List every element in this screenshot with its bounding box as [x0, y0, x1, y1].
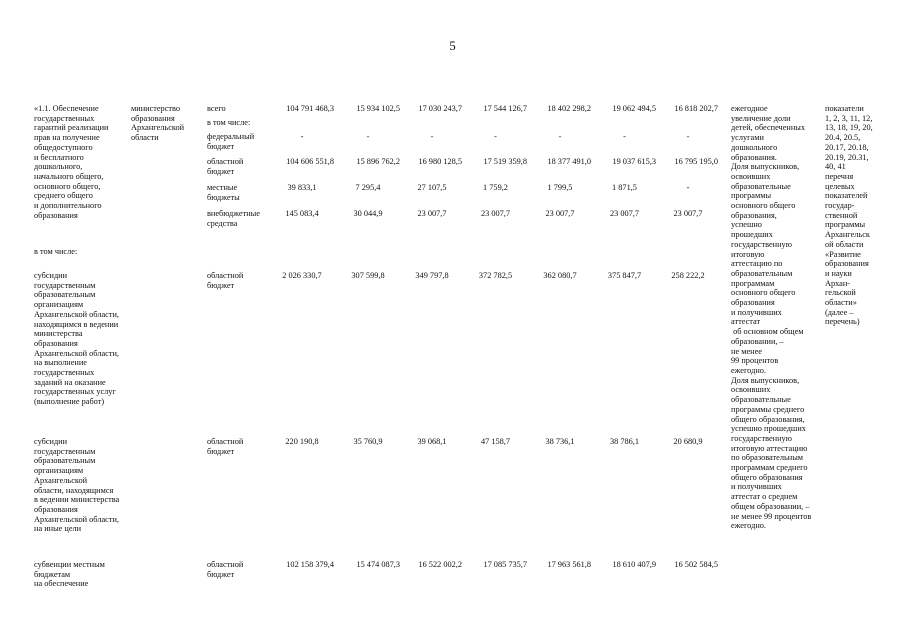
value-cell: 1 871,5	[612, 183, 637, 192]
expected-results: ежегодное увеличение доли детей, обеспеченных услугами дошкольного образования. Доля выпускников, освоивших образовательные программы основного общего образования, успешно прошедших государственную итоговую аттестацию по образовательным программам основного общего образования и получивших аттестат об основном общем образовании, – не менее 99 процентов ежегодно. Доля выпускников, освоивших образовательные программы среднего общего образования, успешно прошедших государственную итоговую аттестацию по образовательным программам среднего общего образования и получивших аттестат о среднем общем образовании, – не менее 99 процентов ежегодно.	[731, 104, 812, 531]
subsidy-other-purposes: субсидии государственным образовательным организациям Архангельской области, находящимся в ведении министерства образования Архангельской области, на иные цели	[34, 437, 120, 534]
value-cell: 35 760,9	[353, 437, 383, 446]
value-cell: 16 795 195,0	[674, 157, 718, 166]
value-cell: 17 085 735,7	[483, 560, 527, 569]
value-cell: 375 847,7	[607, 271, 642, 280]
value-cell: -	[366, 132, 370, 141]
value-cell: 47 158,7	[480, 437, 511, 446]
value-cell: 16 818 202,7	[674, 104, 718, 113]
value-cell: 23 007,7	[609, 209, 640, 218]
value-cell: 258 222,2	[671, 271, 705, 280]
value-cell: 1 799,5	[547, 183, 573, 192]
value-cell: 20 680,9	[673, 437, 703, 446]
value-cell: 17 544 126,7	[483, 104, 527, 113]
value-cell: 102 158 379,4	[286, 560, 334, 569]
value-cell: 1 759,2	[483, 183, 508, 192]
value-cell: 104 791 468,3	[286, 104, 334, 113]
value-cell: 372 782,5	[478, 271, 513, 280]
value-cell: 307 599,8	[351, 271, 385, 280]
value-cell: 38 786,1	[609, 437, 640, 446]
value-cell: 2 026 330,7	[282, 271, 322, 280]
value-cell: 15 474 087,3	[356, 560, 400, 569]
value-cell: -	[558, 132, 562, 141]
value-cell: 7 295,4	[355, 183, 381, 192]
value-cell: 362 080,7	[543, 271, 577, 280]
subsidy-2-source: областной бюджет	[207, 437, 244, 456]
value-cell: 23 007,7	[480, 209, 511, 218]
value-cell: -	[623, 132, 626, 141]
value-cell: 18 377 491,0	[547, 157, 591, 166]
value-cell: -	[494, 132, 497, 141]
value-cell: 19 062 494,5	[612, 104, 656, 113]
value-cell: 104 606 551,8	[286, 157, 334, 166]
value-cell: 15 934 102,5	[356, 104, 400, 113]
source-extrabudget: внебюджетные средства	[207, 209, 260, 228]
value-cell: 17 030 243,7	[418, 104, 462, 113]
value-cell: -	[300, 132, 304, 141]
value-cell: 30 044,9	[353, 209, 383, 218]
value-cell: 15 896 762,2	[356, 157, 400, 166]
value-cell: 145 083,4	[285, 209, 319, 218]
executor: министерство образования Архангельской области	[131, 104, 185, 143]
value-cell: -	[686, 132, 690, 141]
value-cell: 39 833,1	[287, 183, 317, 192]
value-cell: 23 007,7	[545, 209, 575, 218]
value-cell: 18 610 407,9	[612, 560, 656, 569]
value-cell: 39 068,1	[417, 437, 447, 446]
in-that-number-label: в том числе:	[34, 247, 78, 256]
value-cell: 16 502 584,5	[674, 560, 718, 569]
value-cell: 38 736,1	[545, 437, 575, 446]
value-cell: 18 402 298,2	[547, 104, 591, 113]
value-cell: 17 519 359,8	[483, 157, 527, 166]
value-cell: 27 107,5	[417, 183, 447, 192]
source-total: всего	[207, 104, 226, 113]
subvention-source: областной бюджет	[207, 560, 244, 579]
source-including: в том числе:	[207, 118, 251, 127]
source-federal: федеральный бюджет	[207, 132, 255, 151]
value-cell: -	[686, 183, 690, 192]
subvention-local-budgets: субвенции местным бюджетам на обеспечение	[34, 560, 105, 589]
value-cell: 19 037 615,3	[612, 157, 656, 166]
value-cell: 23 007,7	[417, 209, 447, 218]
source-local: местные бюджеты	[207, 183, 240, 202]
indicators: показатели 1, 2, 3, 11, 12, 13, 18, 19, 20, 20.4, 20.5, 20.17, 20.18, 20.19, 20.31, 40, 41 перечня целевых показателей государ- ственной программы Архангельск ой области «Развитие образования и науки Архан- гельской области» (далее – перечень)	[825, 104, 873, 327]
subsidy-1-source: областной бюджет	[207, 271, 244, 290]
value-cell: 220 190,8	[285, 437, 319, 446]
source-regional: областной бюджет	[207, 157, 244, 176]
value-cell: 16 522 002,2	[418, 560, 462, 569]
value-cell: 349 797,8	[415, 271, 449, 280]
value-cell: 23 007,7	[673, 209, 703, 218]
subsidy-state-assignments: субсидии государственным образовательным организациям Архангельской области, находящимся в ведении министерства образования Архангельской области, на выполнение государственных заданий на оказание государственных услуг (выполнение работ)	[34, 271, 119, 407]
page-number: 5	[449, 38, 456, 53]
value-cell: -	[430, 132, 434, 141]
value-cell: 16 980 128,5	[418, 157, 462, 166]
value-cell: 17 963 561,8	[547, 560, 591, 569]
row-name-1-1: «1.1. Обеспечение государственных гарантий реализации прав на получение общедоступного и бесплатного дошкольного, начального общего, основного общего, среднего общего и дополнительного образования	[34, 104, 109, 220]
